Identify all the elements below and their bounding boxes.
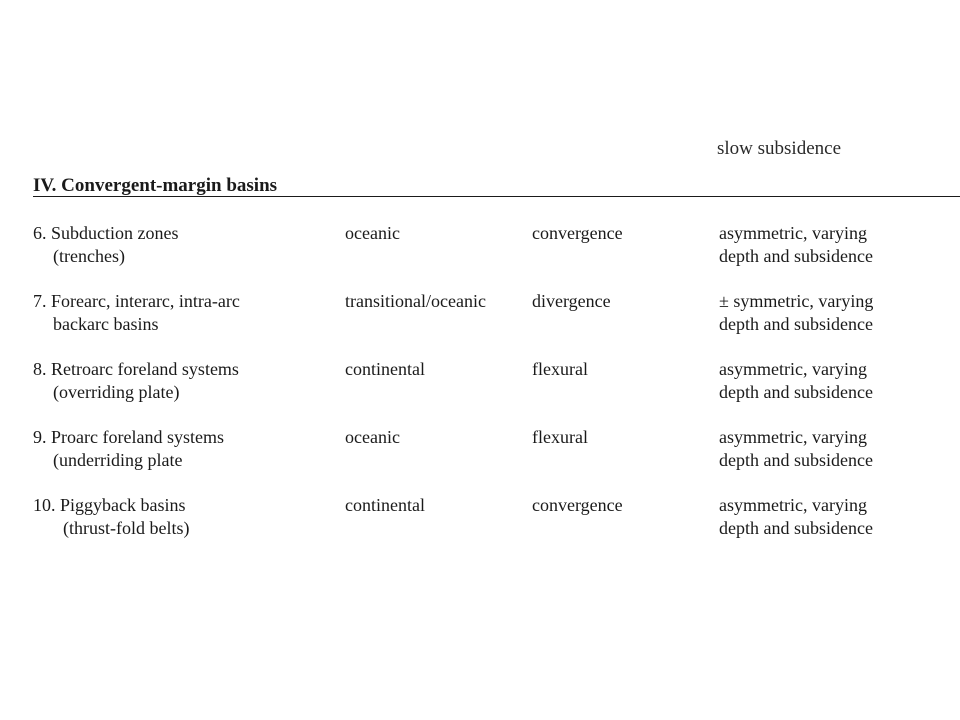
- geometry: [719, 358, 873, 403]
- geometry-line: depth and subsidence: [719, 381, 873, 402]
- geometry-line: asymmetric, varying: [719, 223, 867, 243]
- basin-name: [33, 358, 239, 403]
- mechanism: divergence: [532, 291, 611, 311]
- crust-type: oceanic: [345, 223, 400, 243]
- cutoff-text: slow subsidence: [717, 138, 842, 159]
- geometry-line: depth and subsidence: [719, 313, 873, 334]
- geometry-line: depth and subsidence: [719, 517, 873, 538]
- basin-name-line: (underriding plate: [53, 449, 183, 470]
- table-row: [0, 290, 960, 340]
- crust-type: transitional/oceanic: [345, 291, 486, 311]
- geometry-line: depth and subsidence: [719, 449, 873, 470]
- table-row: [0, 358, 960, 408]
- table-row: [0, 222, 960, 272]
- geometry-line: asymmetric, varying: [719, 359, 867, 379]
- table-row: [0, 426, 960, 476]
- mechanism: flexural: [532, 359, 588, 379]
- basin-name: [33, 426, 224, 471]
- section-divider: [33, 196, 960, 197]
- basin-name-line: (trenches): [53, 245, 125, 266]
- basin-name-line: 9. Proarc foreland systems: [33, 427, 224, 447]
- basin-name-line: 8. Retroarc foreland systems: [33, 359, 239, 379]
- crust-type: continental: [345, 495, 425, 515]
- basin-name: [33, 290, 240, 335]
- table-row: [0, 494, 960, 544]
- crust-type: oceanic: [345, 427, 400, 447]
- geometry: [719, 494, 873, 539]
- geometry: [719, 426, 873, 471]
- crust-type: continental: [345, 359, 425, 379]
- mechanism: convergence: [532, 495, 623, 515]
- geometry: [719, 222, 873, 267]
- mechanism: convergence: [532, 223, 623, 243]
- mechanism: flexural: [532, 427, 588, 447]
- geometry: [719, 290, 873, 335]
- basin-name-line: (thrust-fold belts): [63, 517, 190, 538]
- cutoff-previous-row-text: [717, 138, 917, 159]
- basin-name-line: 6. Subduction zones: [33, 223, 179, 243]
- geometry-line: depth and subsidence: [719, 245, 873, 266]
- basin-name-line: 10. Piggyback basins: [33, 495, 186, 515]
- geometry-line: ± symmetric, varying: [719, 291, 874, 311]
- basin-name-line: backarc basins: [53, 313, 159, 334]
- geometry-line: asymmetric, varying: [719, 427, 867, 447]
- basin-name: [33, 222, 179, 267]
- geometry-line: asymmetric, varying: [719, 495, 867, 515]
- basin-name-line: (overriding plate): [53, 381, 180, 402]
- basin-name-line: 7. Forearc, interarc, intra-arc: [33, 291, 240, 311]
- section-title: IV. Convergent-margin basins: [33, 175, 278, 196]
- basin-name: [33, 494, 189, 539]
